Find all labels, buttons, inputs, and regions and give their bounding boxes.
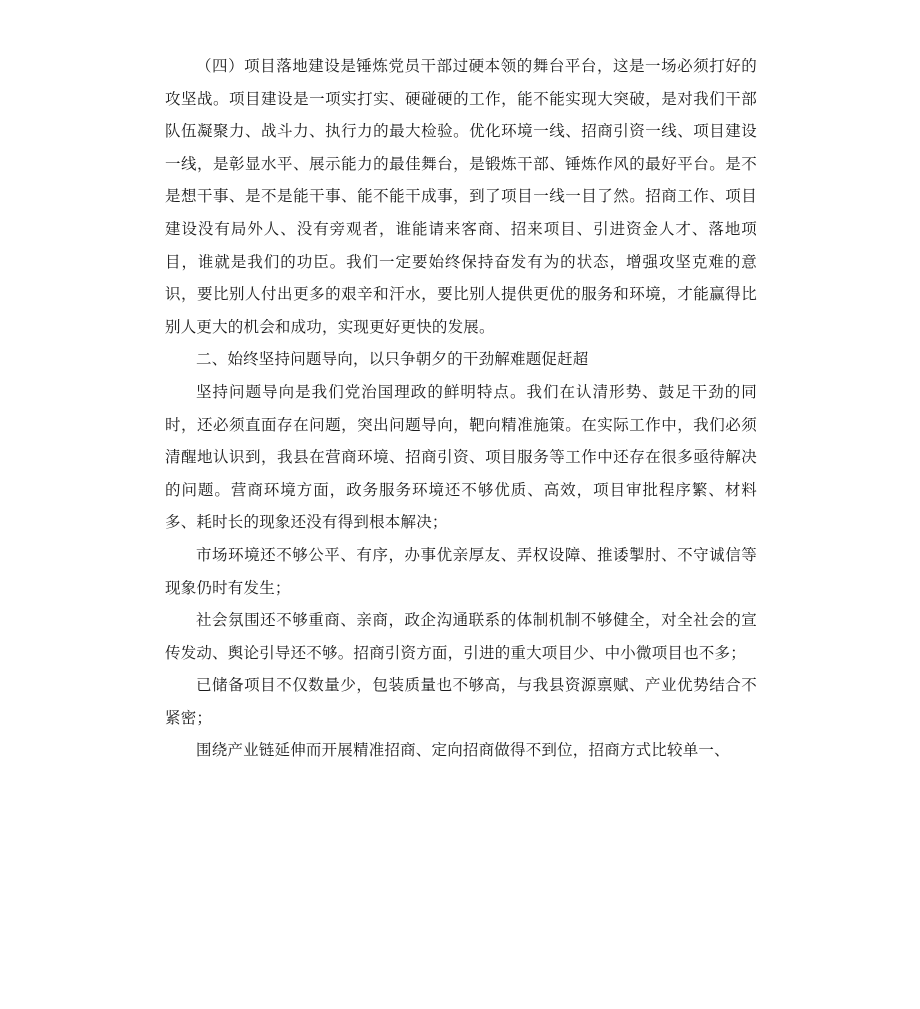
paragraph-problem-orientation: 坚持问题导向是我们党治国理政的鲜明特点。我们在认清形势、鼓足干劲的同时，还必须直面存在问题，突出问题导向，靶向精准施策。在实际工作中，我们必须清醒地认识到，我县在营商环境、招商引资、项目服务等工作中还存在很多亟待解决的问题。营商环境方面，政务服务环境还不够优质、高效，项目审批程序繁、材料多、耗时长的现象还没有得到根本解决； [165,382,757,532]
paragraph-market-environment: 市场环境还不够公平、有序，办事优亲厚友、弄权设障、推诿掣肘、不守诚信等现象仍时有发生； [165,545,757,597]
paragraph-industrial-chain: 围绕产业链延伸而开展精准招商、定向招商做得不到位，招商方式比较单一、 [196,741,730,760]
document-page [165,50,757,767]
paragraph-reserve-projects: 已储备项目不仅数量少，包装质量也不够高，与我县资源禀赋、产业优势结合不紧密； [165,676,757,727]
paragraph-project-construction: （四）项目落地建设是锤炼党员干部过硬本领的舞台平台，这是一场必须打好的攻坚战。项目建设是一项实打实、硬碰硬的工作，能不能实现大突破，是对我们干部队伍凝聚力、战斗力、执行力的最大检验。优化环境一线、招商引资一线、项目建设一线，是彰显水平、展示能力的最佳舞台，是锻炼干部、锤炼作风的最好平台。是不是想干事、是不是能干事、能不能干成事，到了项目一线一目了然。招商工作、项目建设没有局外人、没有旁观者，谁能请来客商、招来项目、引进资金人才、落地项目，谁就是我们的功臣。我们一定要始终保持奋发有为的状态，增强攻坚克难的意识，要比别人付出更多的艰辛和汗水，要比别人提供更优的服务和环境，才能赢得比别人更大的机会和成功，实现更好更快的发展。 [165,57,757,336]
paragraph-social-atmosphere: 社会氛围还不够重商、亲商，政企沟通联系的体制机制不够健全，对全社会的宣传发动、舆论引导还不够。招商引资方面，引进的重大项目少、中小微项目也不多； [165,611,757,662]
section-heading-problem-orientation: 二、始终坚持问题导向，以只争朝夕的干劲解难题促赶超 [196,350,589,369]
